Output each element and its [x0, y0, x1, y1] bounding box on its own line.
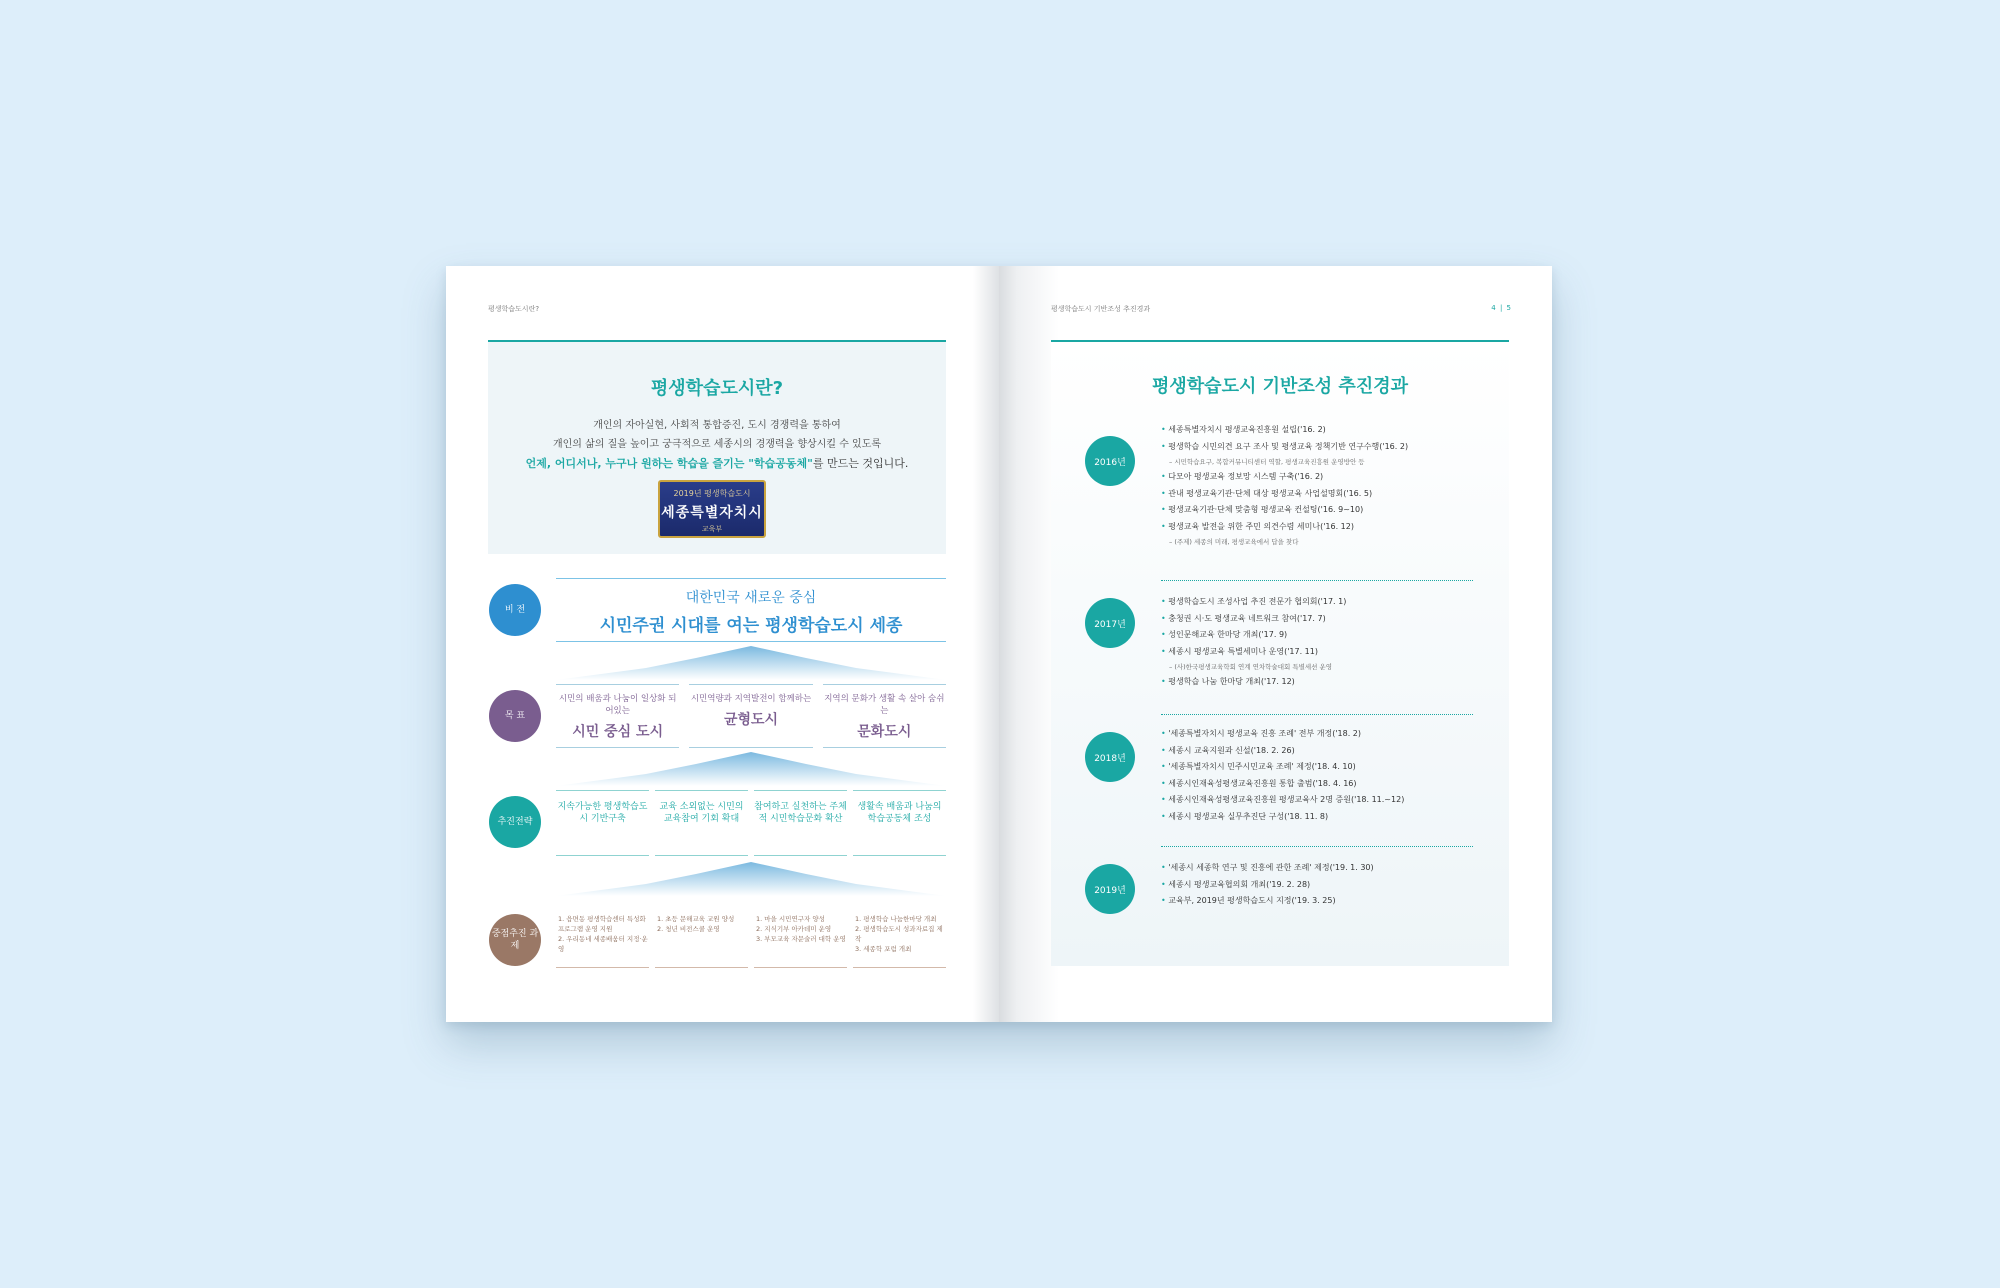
timeline-item: • 세종시인재육성평생교육진흥원 평생교육사 2명 증원('18. 11.~12): [1161, 792, 1404, 809]
section-divider: [1161, 580, 1473, 581]
up-arrow-shape: [556, 644, 946, 680]
task-line: 1. 마을 시민연구자 양성: [756, 915, 825, 923]
year-items: [1161, 594, 1346, 691]
timeline-item: • '세종특별자치시 민주시민교육 조례' 제정('18. 4. 10): [1161, 759, 1404, 776]
timeline-subitem: – 시민학습요구, 복합커뮤니티센터 역할, 평생교육진흥원 운영방안 등: [1169, 458, 1365, 466]
timeline-item: • 성인문해교육 한마당 개최('17. 9): [1161, 627, 1346, 644]
strategy-item: 교육 소외없는 시민의 교육참여 기회 확대: [655, 790, 748, 856]
left-page: [446, 266, 999, 1022]
timeline-item: • 평생학습 시민의견 요구 조사 및 평생교육 정책기반 연구수행('16. 2): [1161, 439, 1408, 456]
right-page: [999, 266, 1552, 1022]
strategy-item: 생활속 배움과 나눔의 학습공동체 조성: [853, 790, 946, 856]
task-line: 2. 지식기부 아카데미 운영: [756, 925, 832, 933]
timeline-item: • 충청권 시·도 평생교육 네트워크 참여('17. 7): [1161, 611, 1346, 628]
vision-line-2: 시민주권 시대를 여는 평생학습도시 세종: [599, 616, 903, 636]
task-column: [655, 912, 748, 968]
year-items: [1161, 422, 1408, 549]
goal-sub: 시민의 배움과 나눔이 일상화 되어있는: [558, 694, 677, 716]
strategy-item: 지속가능한 평생학습도시 기반구축: [556, 790, 649, 856]
badge-main-text: 세종특별자치시: [661, 505, 763, 521]
task-column: [556, 912, 649, 968]
strategy-item: 참여하고 실천하는 주체적 시민학습문화 확산: [754, 790, 847, 856]
timeline-item: • 교육부, 2019년 평생학습도시 지정('19. 3. 25): [1161, 893, 1374, 910]
task-column: [853, 912, 946, 968]
up-arrow-shape: [556, 750, 946, 786]
goal-label-circle: 목 표: [489, 690, 541, 742]
intro-line-2: 개인의 삶의 질을 높이고 궁극적으로 세종시의 경쟁력을 향상시킬 수 있도록: [552, 439, 882, 450]
goal-item: [556, 684, 679, 748]
task-line: 1. 읍면동 평생학습센터 특성화 프로그램 운영 지원: [558, 915, 646, 933]
timeline-item: • 관내 평생교육기관·단체 대상 평생교육 사업설명회('16. 5): [1161, 486, 1408, 503]
timeline-item: • 다모아 평생교육 정보망 시스템 구축('16. 2): [1161, 469, 1408, 486]
year-circle: 2018년: [1085, 732, 1135, 782]
timeline-subitem: – (주제) 세종의 미래, 평생교육에서 답을 찾다: [1169, 538, 1299, 546]
up-arrow-shape: [556, 860, 946, 896]
timeline-title: 평생학습도시 기반조성 추진경과: [1152, 376, 1408, 397]
timeline-subitem: – (사)한국평생교육학회 연계 연차학술대회 특별세션 운영: [1169, 663, 1333, 671]
intro-line-1: 개인의 자아실현, 사회적 통합증진, 도시 경쟁력을 통하여: [593, 420, 841, 431]
running-header: 평생학습도시란?: [488, 305, 540, 313]
badge-bottom-text: 교육부: [701, 525, 723, 533]
intro-line-3-rest: 를 만드는 것입니다.: [812, 457, 909, 470]
task-line: 3. 부모교육 자문술러 대학 운영: [756, 935, 846, 943]
year-circle: 2016년: [1085, 436, 1135, 486]
vision-label-circle: 비 전: [489, 584, 541, 636]
intro-box: [488, 342, 946, 554]
task-line: 2. 우리동네 세종배움터 지정·운영: [558, 935, 648, 953]
goal-item: [689, 684, 812, 748]
running-header: 평생학습도시 기반조성 추진경과: [1051, 305, 1151, 313]
timeline-item: • 평생교육 발전을 위한 주민 의견수렴 세미나('16. 12): [1161, 519, 1408, 536]
lifelong-learning-city-badge: [658, 480, 766, 538]
page-numbers: 4 | 5: [1491, 304, 1512, 312]
goal-sub: 지역의 문화가 생활 속 살아 숨쉬는: [824, 694, 945, 716]
section-divider: [1161, 714, 1473, 715]
timeline-item: • 평생학습 나눔 한마당 개최('17. 12): [1161, 674, 1346, 691]
timeline-item: • 세종시 평생교육협의회 개최('19. 2. 28): [1161, 877, 1374, 894]
timeline-item: • 세종시인재육성평생교육진흥원 통합 출범('18. 4. 16): [1161, 776, 1404, 793]
tasks-row: [556, 912, 946, 968]
task-line: 2. 청년 비전스쿨 운영: [657, 925, 720, 933]
timeline-item: • '세종특별자치시 평생교육 진흥 조례' 전부 개정('18. 2): [1161, 726, 1404, 743]
badge-top-text: 2019년 평생학습도시: [673, 489, 751, 498]
task-column: [754, 912, 847, 968]
book-spread: [446, 266, 1552, 1022]
timeline-item: • 평생학습도시 조성사업 추진 전문가 협의회('17. 1): [1161, 594, 1346, 611]
year-items: [1161, 726, 1404, 825]
task-line: 1. 평생학습 나눔한마당 개최: [855, 915, 937, 923]
strategies-row: [556, 790, 946, 856]
timeline-item: • 세종시 평생교육 특별세미나 운영('17. 11): [1161, 644, 1346, 661]
goals-row: [556, 684, 946, 748]
goal-sub: 시민역량과 지역발전이 함께하는: [690, 694, 812, 704]
timeline-item: • 평생교육기관·단체 맞춤형 평생교육 컨설팅('16. 9~10): [1161, 502, 1408, 519]
intro-title: 평생학습도시란?: [650, 378, 784, 399]
timeline-item: • 세종시 교육지원과 신설('18. 2. 26): [1161, 743, 1404, 760]
task-line: 3. 세종학 포럼 개최: [855, 945, 912, 953]
goal-main: 시민 중심 도시: [572, 724, 664, 740]
year-items: [1161, 860, 1374, 910]
timeline-item: • '세종시 세종학 연구 및 진흥에 관한 조례' 제정('19. 1. 30): [1161, 860, 1374, 877]
intro-line-3: [488, 454, 946, 473]
vision-line-1: 대한민국 새로운 중심: [685, 590, 817, 606]
goal-main: 문화도시: [857, 724, 912, 740]
task-label-circle: 중점추진 과제: [489, 914, 541, 966]
timeline-item: • 세종특별자치시 평생교육진흥원 설립('16. 2): [1161, 422, 1408, 439]
year-circle: 2019년: [1085, 864, 1135, 914]
vision-box: [556, 578, 946, 642]
intro-highlight: 언제, 어디서나, 누구나 원하는 학습을 즐기는 "학습공동체": [525, 457, 813, 470]
strategy-label-circle: 추진전략: [489, 796, 541, 848]
task-line: 2. 평생학습도시 성과자료집 제작: [855, 925, 943, 943]
section-divider: [1161, 846, 1473, 847]
timeline-item: • 세종시 평생교육 실무추진단 구성('18. 11. 8): [1161, 809, 1404, 826]
year-circle: 2017년: [1085, 598, 1135, 648]
goal-main: 균형도시: [723, 712, 779, 728]
timeline-box: [1051, 342, 1509, 966]
goal-item: [823, 684, 946, 748]
task-line: 1. 초등 문해교육 교원 양성: [657, 915, 735, 923]
